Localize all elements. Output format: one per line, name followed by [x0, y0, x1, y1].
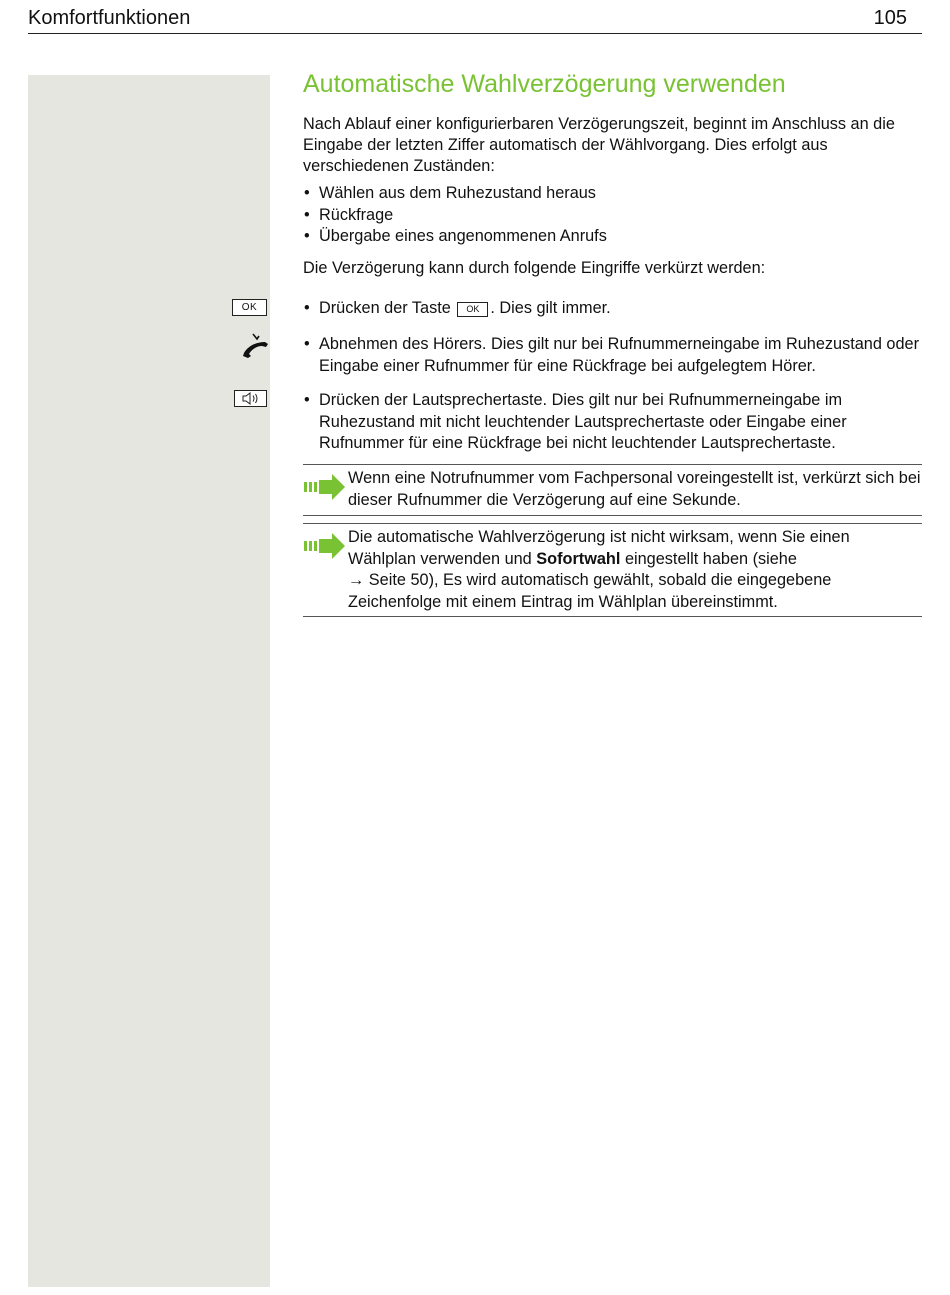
action-ok-key: [303, 298, 922, 320]
list-item: • Übergabe eines angenommenen Anrufs: [303, 226, 922, 248]
note-emergency: [303, 464, 922, 516]
note-text-part: ), Es wird automatisch gewählt, sobald die eingegebene Zeichenfolge mit einem Eintrag im Wählplan übereinstimmt.: [348, 571, 832, 611]
action-lift-handset: [303, 334, 922, 377]
inline-ok-key-icon: OK: [457, 302, 488, 317]
intro-paragraph: Nach Ablauf einer konfigurierbaren Verzögerungszeit, beginnt im Anschluss an die Eingabe der letzten Ziffer automatisch der Wählvorgang. Dies erfolgt aus verschiedenen Zuständen:: [303, 115, 895, 175]
bullet-marker: •: [304, 391, 310, 409]
action-ok-after: . Dies gilt immer.: [490, 299, 611, 317]
note-text-part: eingestellt haben (siehe: [624, 549, 797, 568]
action-ok-before: Drücken der Taste: [319, 299, 451, 317]
list-item: • Wählen aus dem Ruhezustand heraus: [303, 183, 922, 205]
sidebar-column: [28, 75, 270, 1287]
page-reference-link[interactable]: → Seite 50: [348, 571, 429, 589]
note-text-part: Die automatische Wahlverzögerung ist nicht wirksam, wenn Sie einen Wählplan verwenden und: [348, 528, 850, 568]
states-list: [303, 183, 922, 248]
note-text: [348, 527, 922, 613]
note-arrow-icon: [304, 533, 346, 559]
action-speaker-key: [303, 390, 922, 455]
action-text: Drücken der Lautsprechertaste. Dies gilt nur bei Rufnummerneingabe im Ruhezustand mit nicht leuchtender Lautsprechertaste oder Eingabe einer Rufnummer für eine Rückfrage bei nicht leuchtender Lautsprechertaste.: [319, 391, 847, 452]
note-text: Wenn eine Notrufnummer vom Fachpersonal voreingestellt ist, verkürzt sich bei dieser Rufnummer die Verzögerung auf eine Sekunde.: [348, 469, 921, 509]
note-dialplan: [303, 523, 922, 617]
ok-key-icon: OK: [232, 299, 267, 316]
note-arrow-icon: [304, 474, 346, 500]
bullet-marker: •: [304, 335, 310, 353]
section-title: Automatische Wahlverzögerung verwenden: [303, 70, 786, 98]
page-number: 105: [873, 7, 907, 29]
header-divider: [28, 33, 922, 34]
handset-lift-icon: [240, 333, 270, 359]
list-item: • Rückfrage: [303, 205, 922, 227]
shorten-intro-paragraph: Die Verzögerung kann durch folgende Eingriffe verkürzt werden:: [303, 259, 766, 277]
action-text: [303, 298, 922, 320]
setting-name: Sofortwahl: [536, 549, 621, 568]
action-text: Abnehmen des Hörers. Dies gilt nur bei Rufnummerneingabe im Ruhezustand oder Eingabe einer Rufnummer für eine Rückfrage bei aufgelegtem Hörer.: [319, 335, 920, 375]
bullet-marker: •: [304, 299, 310, 317]
header-section-title: Komfortfunktionen: [28, 7, 191, 29]
speaker-key-icon: [234, 390, 267, 407]
